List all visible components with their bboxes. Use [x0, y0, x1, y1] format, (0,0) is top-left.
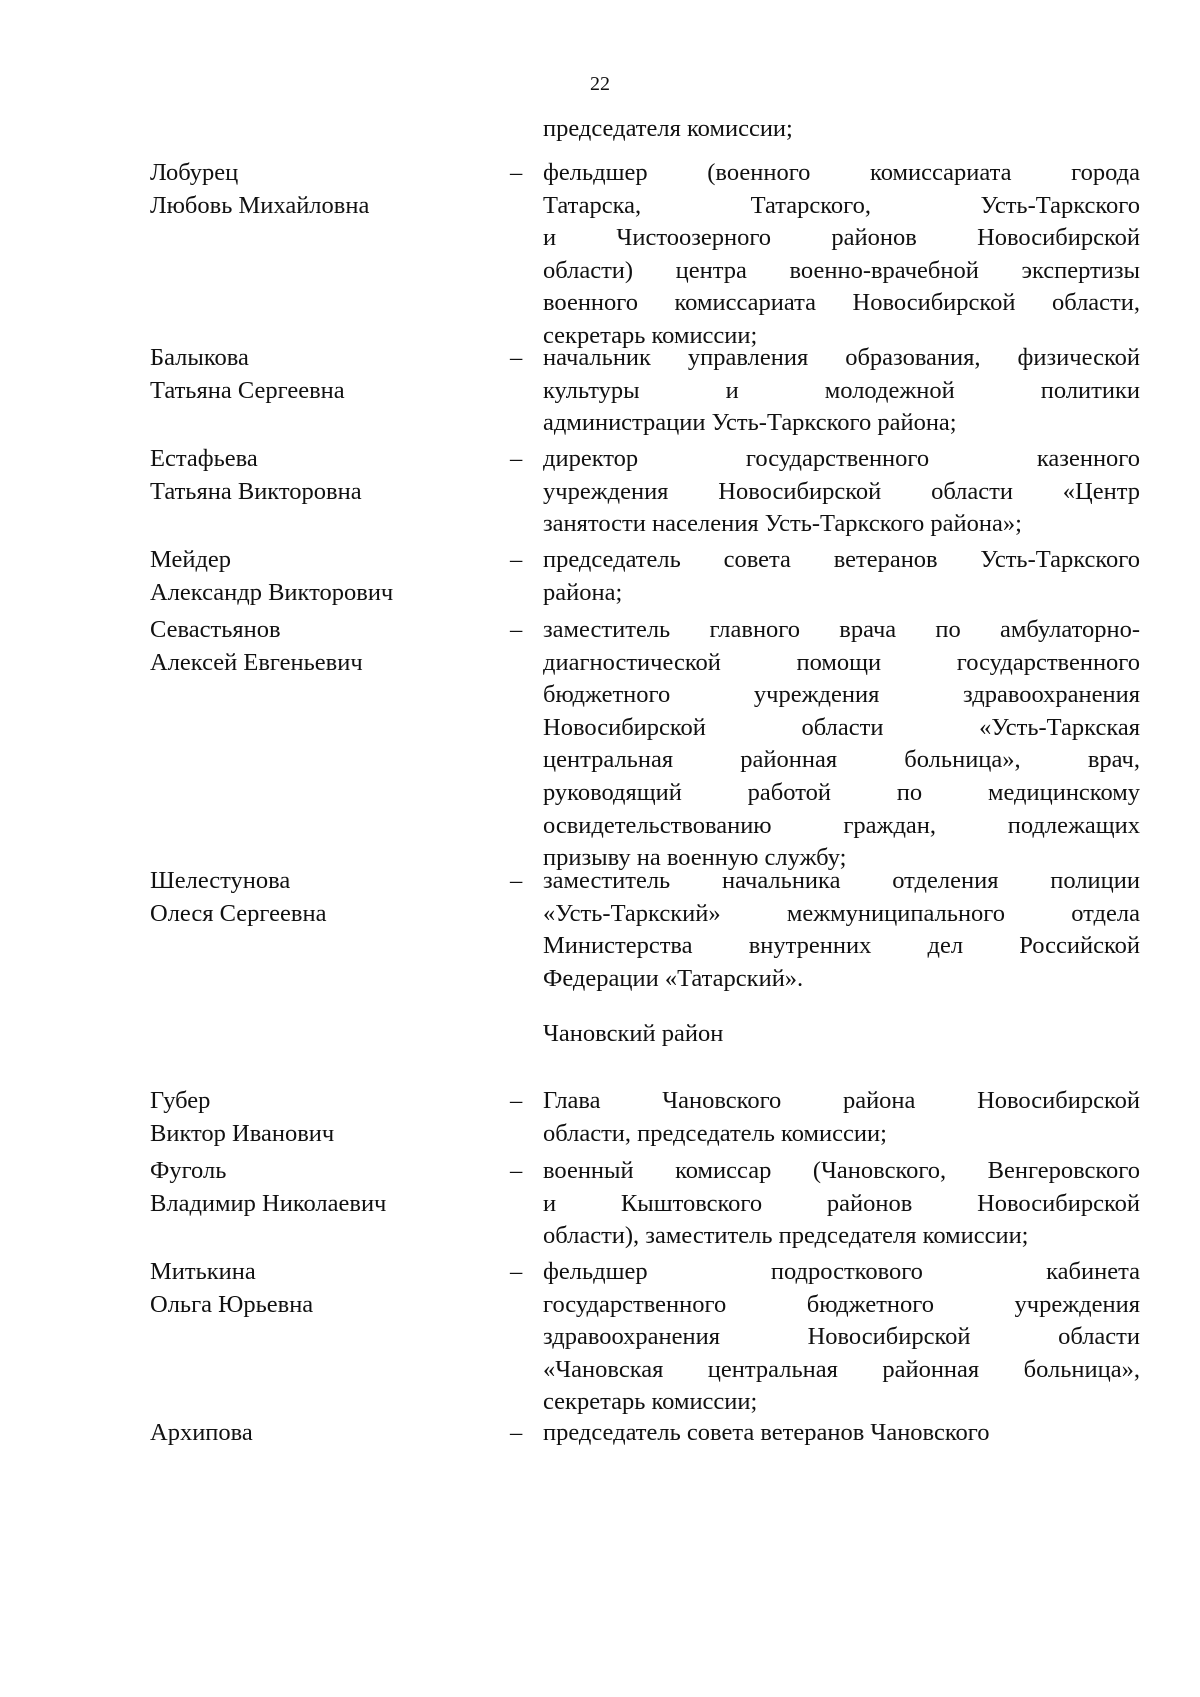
position-line: Новосибирской области «Усть-Таркская — [543, 713, 1140, 741]
member-given-name: Владимир Николаевич — [150, 1189, 387, 1217]
position-line: призыву на военную службу; — [543, 844, 847, 872]
position-line: Министерства внутренних дел Российской — [543, 932, 1140, 960]
member-given-name: Олеся Сергеевна — [150, 899, 327, 927]
member-position — [543, 1417, 1140, 1450]
member-name — [150, 544, 480, 609]
position-line: заместитель главного врача по амбулаторно- — [543, 616, 1140, 643]
position-line: и Кыштовского районов Новосибирской — [543, 1189, 1140, 1217]
position-line: и Чистоозерного районов Новосибирской — [543, 224, 1140, 252]
position-line: военного комиссариата Новосибирской области, — [543, 289, 1140, 317]
position-line: «Чановская центральная районная больница», — [543, 1355, 1140, 1383]
member-name — [150, 865, 480, 930]
position-line: заместитель начальника отделения полиции — [543, 867, 1140, 894]
member-position — [543, 544, 1140, 609]
member-given-name: Александр Викторович — [150, 578, 394, 606]
member-position — [543, 614, 1140, 875]
member-surname: Митькина — [150, 1258, 256, 1285]
position-line: Татарска, Татарского, Усть-Таркского — [543, 191, 1140, 219]
member-surname: Севастьянов — [150, 616, 281, 643]
member-surname: Лобурец — [150, 159, 239, 186]
member-surname: Балыкова — [150, 344, 249, 371]
position-line: района; — [543, 578, 623, 606]
member-surname: Естафьева — [150, 445, 258, 472]
position-line: Глава Чановского района Новосибирской — [543, 1087, 1140, 1114]
position-line: администрации Усть-Таркского района; — [543, 409, 957, 437]
member-surname: Шелестунова — [150, 867, 291, 894]
position-line: государственного бюджетного учреждения — [543, 1290, 1140, 1318]
position-line: области) центра военно-врачебной экспертизы — [543, 256, 1140, 284]
position-line: секретарь комиссии; — [543, 321, 758, 349]
position-line: фельдшер подросткового кабинета — [543, 1258, 1140, 1285]
member-given-name: Татьяна Викторовна — [150, 477, 362, 505]
continuation-text: председателя комиссии; — [543, 115, 793, 142]
position-line: области, председатель комиссии; — [543, 1119, 887, 1147]
position-line: «Усть-Таркский» межмуниципального отдела — [543, 899, 1140, 927]
member-position — [543, 865, 1140, 995]
page-number: 22 — [590, 73, 610, 95]
member-name — [150, 614, 480, 679]
member-given-name: Алексей Евгеньевич — [150, 648, 363, 676]
position-line: директор государственного казенного — [543, 445, 1140, 472]
member-position — [543, 1256, 1140, 1419]
dash-separator: – — [510, 867, 523, 894]
position-line: здравоохранения Новосибирской области — [543, 1323, 1140, 1351]
position-line: бюджетного учреждения здравоохранения — [543, 681, 1140, 709]
dash-separator: – — [510, 1087, 523, 1114]
member-surname: Губер — [150, 1087, 211, 1114]
member-name — [150, 1155, 480, 1220]
member-position — [543, 342, 1140, 440]
member-name — [150, 1417, 480, 1450]
member-position — [543, 1085, 1140, 1150]
dash-separator: – — [510, 344, 523, 371]
position-line: освидетельствованию граждан, подлежащих — [543, 811, 1140, 839]
member-surname: Мейдер — [150, 546, 232, 573]
dash-separator: – — [510, 1258, 523, 1285]
dash-separator: – — [510, 1419, 523, 1446]
position-line: руководящий работой по медицинскому — [543, 778, 1140, 806]
member-surname: Фуголь — [150, 1157, 227, 1184]
dash-separator: – — [510, 1157, 523, 1184]
position-line: секретарь комиссии; — [543, 1388, 758, 1416]
member-surname: Архипова — [150, 1419, 253, 1446]
position-line: председатель совета ветеранов Чановского — [543, 1419, 990, 1446]
position-line: области), заместитель председателя комиссии; — [543, 1222, 1029, 1250]
position-line: культуры и молодежной политики — [543, 376, 1140, 404]
position-line: военный комиссар (Чановского, Венгеровского — [543, 1157, 1140, 1184]
position-line: председатель совета ветеранов Усть-Таркского — [543, 546, 1140, 573]
dash-separator: – — [510, 546, 523, 573]
position-line: занятости населения Усть-Таркского района»; — [543, 510, 1022, 538]
member-position — [543, 157, 1140, 353]
member-name — [150, 1085, 480, 1150]
dash-separator: – — [510, 445, 523, 472]
member-name — [150, 157, 480, 222]
dash-separator: – — [510, 159, 523, 186]
member-position — [543, 443, 1140, 541]
dash-separator: – — [510, 616, 523, 643]
member-name — [150, 443, 480, 508]
member-given-name: Татьяна Сергеевна — [150, 376, 345, 404]
member-given-name: Любовь Михайловна — [150, 191, 370, 219]
member-given-name: Виктор Иванович — [150, 1119, 335, 1147]
position-line: фельдшер (военного комиссариата города — [543, 159, 1140, 186]
member-given-name: Ольга Юрьевна — [150, 1290, 314, 1318]
position-line: Федерации «Татарский». — [543, 964, 804, 992]
position-line: начальник управления образования, физической — [543, 344, 1140, 371]
district-heading: Чановский район — [543, 1020, 724, 1047]
member-position — [543, 1155, 1140, 1253]
member-name — [150, 1256, 480, 1321]
member-name — [150, 342, 480, 407]
position-line: центральная районная больница», врач, — [543, 746, 1140, 774]
position-line: диагностической помощи государственного — [543, 648, 1140, 676]
position-line: учреждения Новосибирской области «Центр — [543, 477, 1140, 505]
